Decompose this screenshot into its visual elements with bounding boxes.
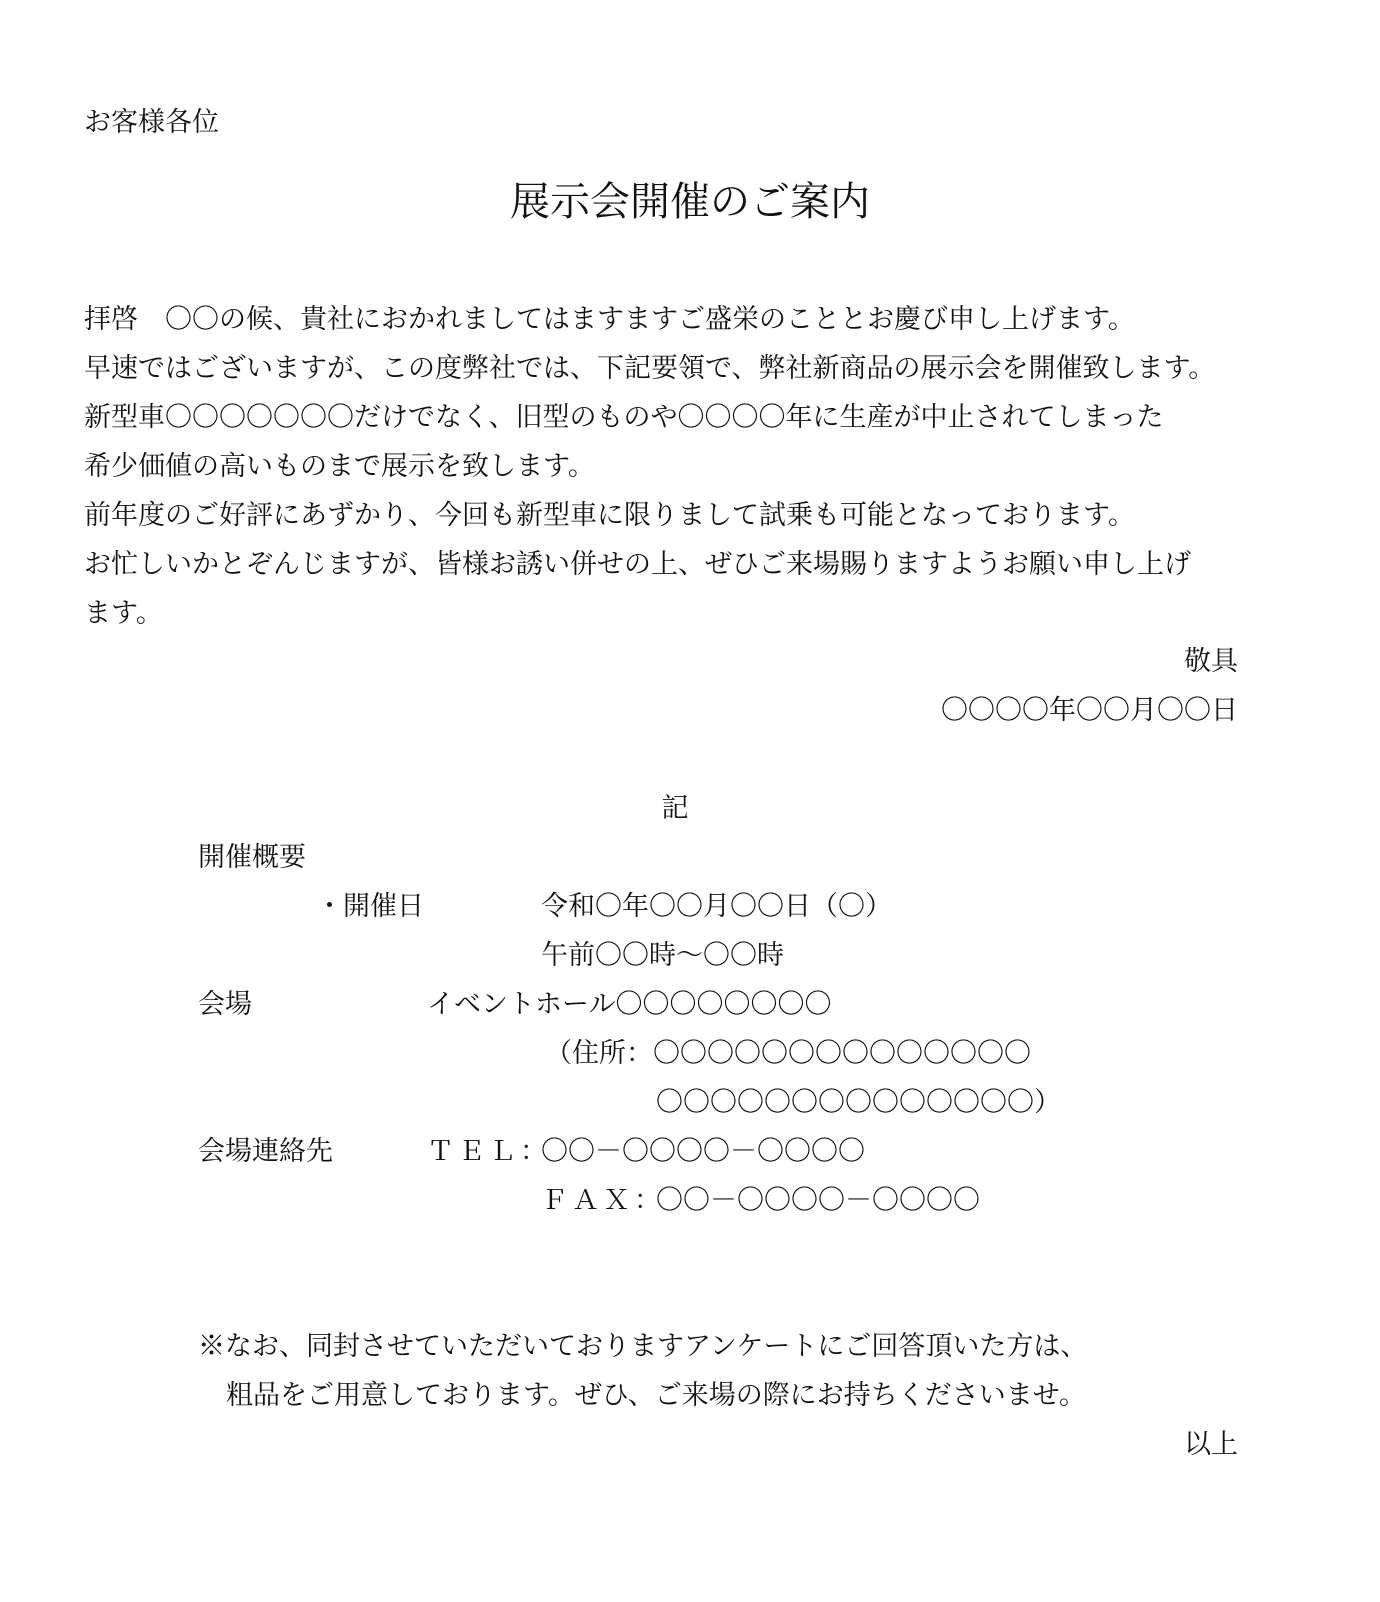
note-line: 粗品をご用意しております。ぜひ、ご来場の際にお持ちくださいませ。 (226, 1380, 1086, 1411)
overview-label: 開催概要 (198, 842, 306, 873)
venue-address-line1: （住所：〇〇〇〇〇〇〇〇〇〇〇〇〇〇 (545, 1038, 1031, 1069)
event-time-value: 午前〇〇時～〇〇時 (541, 940, 784, 971)
tel-value: 〇〇－〇〇〇〇－〇〇〇〇 (541, 1136, 865, 1167)
fax-label: ＦＡＸ： (541, 1185, 665, 1216)
body-line: 早速ではございますが、この度弊社では、下記要領で、弊社新商品の展示会を開催致します。 (84, 353, 1216, 384)
venue-label: 会場 (198, 989, 252, 1020)
document-date: 〇〇〇〇年〇〇月〇〇日 (941, 695, 1238, 726)
body-line: ます。 (84, 598, 163, 629)
event-date-value: 令和〇年〇〇月〇〇日（〇） (541, 891, 892, 922)
event-date-label: ・開催日 (316, 891, 424, 922)
contact-label: 会場連絡先 (198, 1136, 333, 1167)
body-line: 拝啓 〇〇の候、貴社におかれましてはますますご盛栄のこととお慶び申し上げます。 (84, 304, 1135, 335)
venue-name: イベントホール〇〇〇〇〇〇〇〇 (427, 989, 832, 1020)
ki-heading: 記 (661, 793, 689, 824)
body-line: 前年度のご好評にあずかり、今回も新型車に限りまして試乗も可能となっております。 (84, 500, 1135, 531)
closing-ijou: 以上 (1184, 1429, 1238, 1460)
body-line: お忙しいかとぞんじますが、皆様お誘い併せの上、ぜひご来場賜りますようお願い申し上げ (84, 549, 1191, 580)
tel-label: ＴＥＬ： (427, 1136, 551, 1167)
body-line: 希少価値の高いものまで展示を致します。 (84, 451, 595, 482)
closing-keigu: 敬具 (1184, 646, 1238, 677)
note-line: ※なお、同封させていただいておりますアンケートにご回答頂いた方は、 (198, 1331, 1088, 1362)
document-title: 展示会開催のご案内 (510, 179, 870, 225)
body-line: 新型車〇〇〇〇〇〇〇だけでなく、旧型のものや〇〇〇〇年に生産が中止されてしまった (84, 402, 1164, 433)
fax-value: 〇〇－〇〇〇〇－〇〇〇〇 (656, 1185, 980, 1216)
venue-address-line2: 〇〇〇〇〇〇〇〇〇〇〇〇〇〇） (656, 1087, 1061, 1118)
recipient: お客様各位 (84, 107, 219, 138)
